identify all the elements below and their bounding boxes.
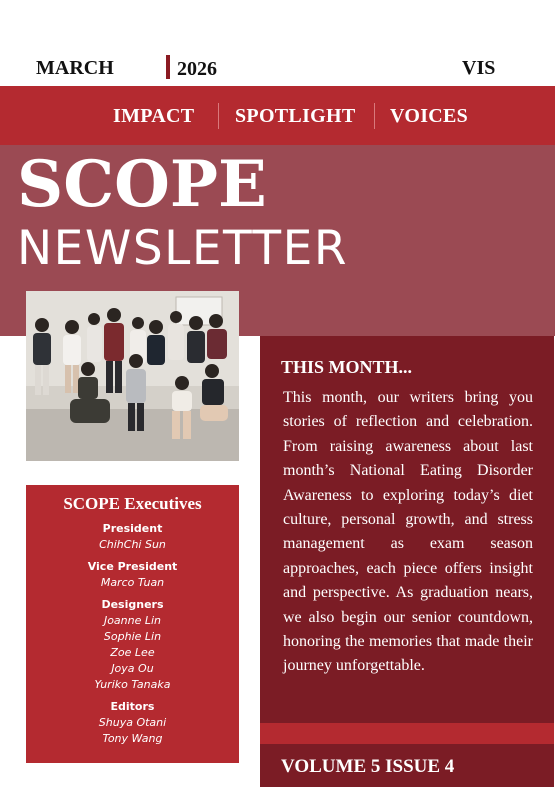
executive-name: Marco Tuan xyxy=(100,576,165,589)
masthead-title: SCOPE xyxy=(17,147,267,222)
executive-name: Yuriko Tanaka xyxy=(94,678,171,691)
nav-item-spotlight[interactable]: SPOTLIGHT xyxy=(235,105,356,127)
this-month-body: This month, our writers bring you stories of reflection and celebration. From raising awareness about last month’s National Eating Disorder Awareness to exploring today’s diet culture, personal growth, and stress management as exam season approaches, each piece offers insight and perspective. As graduation nears, we also begin our senior countdown, honoring the memories that made their journey unforgettable. xyxy=(283,389,533,675)
executive-role: Editors xyxy=(110,700,155,713)
volume-issue: VOLUME 5 ISSUE 4 xyxy=(281,756,455,777)
executive-name: Tony Wang xyxy=(102,732,163,745)
executives-list xyxy=(26,521,239,753)
section-nav xyxy=(0,86,555,145)
executive-group-president xyxy=(26,521,239,553)
executive-role: Designers xyxy=(101,598,164,611)
executive-group-vice-president xyxy=(26,559,239,591)
issue-month: MARCH xyxy=(36,57,114,79)
executive-name: ChihChi Sun xyxy=(99,538,166,551)
executive-name: Zoe Lee xyxy=(110,646,155,659)
accent-stripe xyxy=(260,723,554,744)
executive-name: Joya Ou xyxy=(111,662,154,675)
masthead-subtitle: NEWSLETTER xyxy=(17,221,348,276)
issue-year: 2026 xyxy=(177,58,217,80)
school-name: VIS xyxy=(462,57,496,79)
executive-group-editors xyxy=(26,699,239,747)
executive-name: Shuya Otani xyxy=(98,716,167,729)
executive-name: Joanne Lin xyxy=(103,614,162,627)
nav-divider xyxy=(218,103,219,129)
executive-name: Sophie Lin xyxy=(103,630,162,643)
executive-role: Vice President xyxy=(87,560,178,573)
executive-role: President xyxy=(102,522,163,535)
nav-item-voices[interactable]: VOICES xyxy=(390,105,469,127)
executives-title: SCOPE Executives xyxy=(63,494,202,513)
group-photo xyxy=(26,291,239,461)
year-divider xyxy=(166,55,170,79)
nav-divider xyxy=(374,103,375,129)
this-month-heading: THIS MONTH... xyxy=(281,357,413,377)
nav-item-impact[interactable]: IMPACT xyxy=(113,105,195,127)
executive-group-designers xyxy=(26,597,239,693)
